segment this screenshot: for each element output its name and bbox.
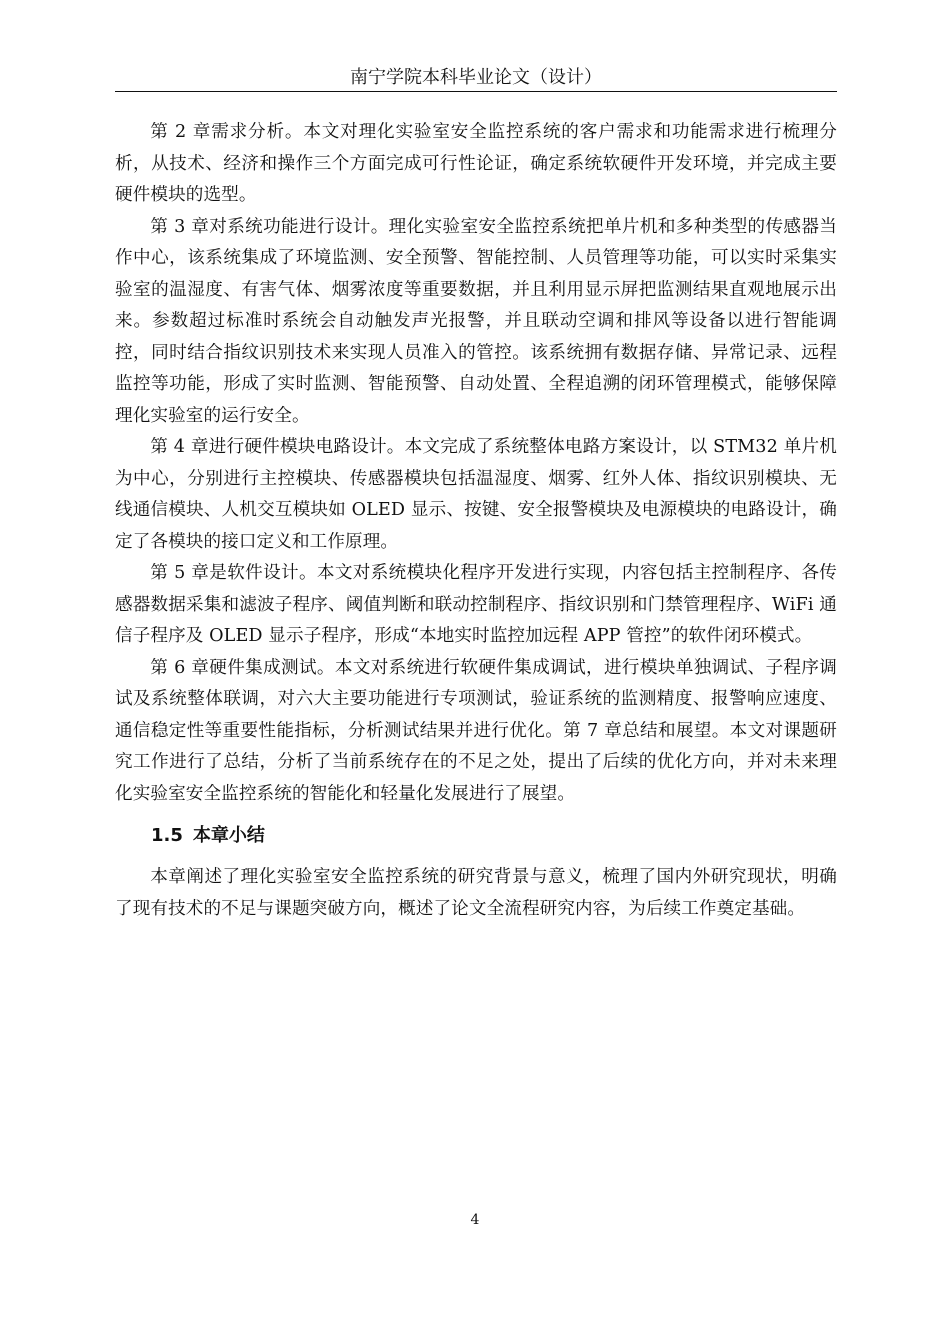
header-divider bbox=[115, 91, 837, 92]
paragraph-chapter-5-summary: 第 5 章是软件设计。本文对系统模块化程序开发进行实现，内容包括主控制程序、各传感器数据采集和滤波子程序、阈值判断和联动控制程序、指纹识别和门禁管理程序、WiFi 通信子程序及 OLED 显示子程序，形成“本地实时监控加远程 APP 管控”的软件闭环模式。 bbox=[115, 563, 837, 646]
paragraph-chapter-2-summary: 第 2 章需求分析。本文对理化实验室安全监控系统的客户需求和功能需求进行梳理分析，从技术、经济和操作三个方面完成可行性论证，确定系统软硬件开发环境，并完成主要硬件模块的选型。 bbox=[115, 122, 837, 205]
section-title: 本章小结 bbox=[192, 825, 265, 846]
paragraph-chapter-conclusion: 本章阐述了理化实验室安全监控系统的研究背景与意义，梳理了国内外研究现状，明确了现有技术的不足与课题突破方向，概述了论文全流程研究内容，为后续工作奠定基础。 bbox=[115, 867, 837, 919]
paragraph-chapter-3-summary: 第 3 章对系统功能进行设计。理化实验室安全监控系统把单片机和多种类型的传感器当作中心，该系统集成了环境监测、安全预警、智能控制、人员管理等功能，可以实时采集实验室的温湿度、有害气体、烟雾浓度等重要数据，并且利用显示屏把监测结果直观地展示出来。参数超过标准时系统会自动触发声光报警，并且联动空调和排风等设备以进行智能调控，同时结合指纹识别技术来实现人员准入的管控。该系统拥有数据存储、异常记录、远程监控等功能，形成了实时监测、智能预警、自动处置、全程追溯的闭环管理模式，能够保障理化实验室的运行安全。 bbox=[115, 216, 837, 426]
section-number: 1.5 bbox=[151, 825, 183, 846]
paragraph-chapter-6-7-summary: 第 6 章硬件集成测试。本文对系统进行软硬件集成调试，进行模块单独调试、子程序调试及系统整体联调，对六大主要功能进行专项测试，验证系统的监测精度、报警响应速度、通信稳定性等重要性能指标，分析测试结果并进行优化。第 7 章总结和展望。本文对课题研究工作进行了总结，分析了当前系统存在的不足之处，提出了后续的优化方向，并对未来理化实验室安全监控系统的智能化和轻量化发展进行了展望。 bbox=[115, 657, 837, 804]
page-body bbox=[115, 117, 837, 925]
page-number: 4 bbox=[470, 1212, 480, 1228]
section-heading bbox=[115, 822, 837, 850]
paragraph-chapter-4-summary: 第 4 章进行硬件模块电路设计。本文完成了系统整体电路方案设计，以 STM32 单片机为中心，分别进行主控模块、传感器模块包括温湿度、烟雾、红外人体、指纹识别模块、无线通信模块、人机交互模块如 OLED 显示、按键、安全报警模块及电源模块的电路设计，确定了各模块的接口定义和工作原理。 bbox=[115, 437, 837, 552]
running-header: 南宁学院本科毕业论文（设计） bbox=[350, 67, 602, 88]
